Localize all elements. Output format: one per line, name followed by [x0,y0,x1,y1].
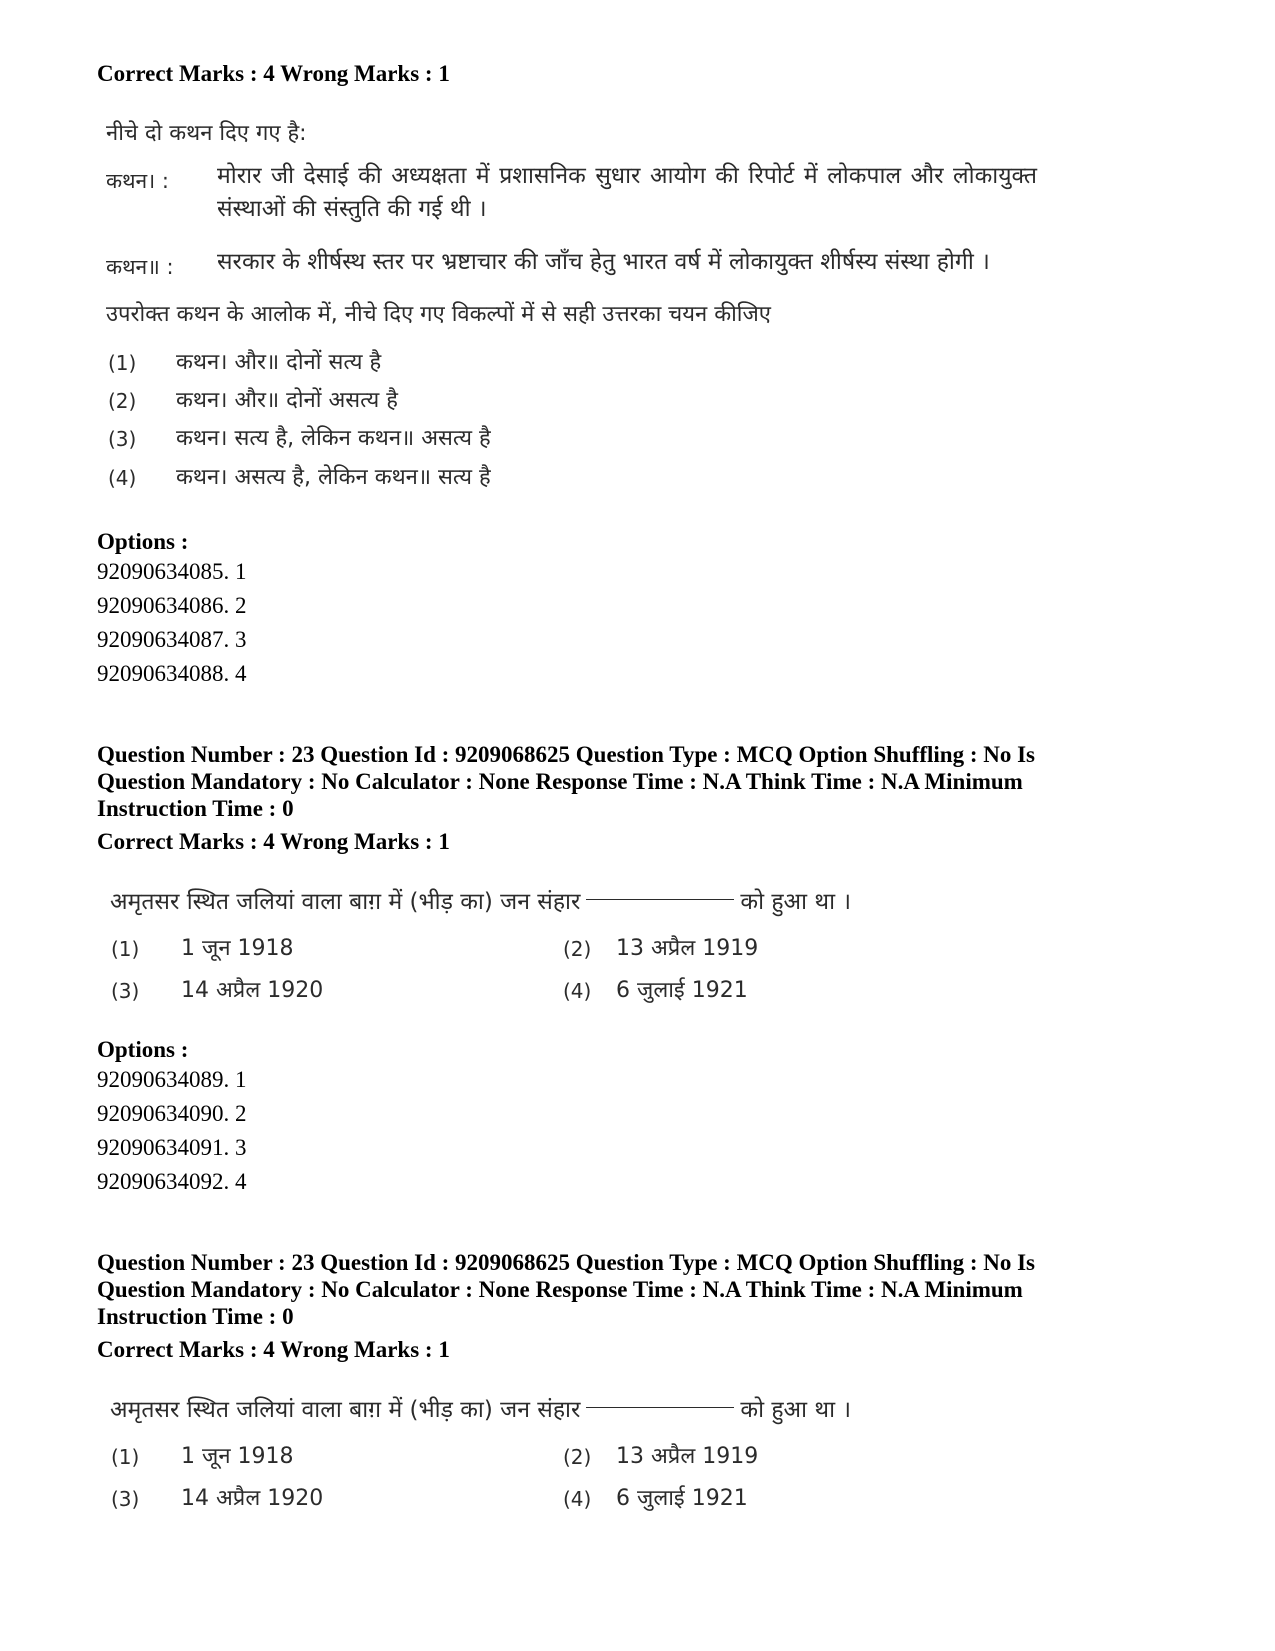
choice-text: कथन। और॥ दोनों सत्य है [176,350,382,375]
statement-2-label: कथन॥ : [106,255,174,279]
question-intro: नीचे दो कथन दिए गए है: [106,121,307,146]
question-text [110,1392,851,1424]
choice-number: (3) [108,427,137,451]
choice-text: 13 अप्रैल 1919 [616,1444,759,1469]
option-item: 92090634091. 3 [97,1135,247,1160]
option-item: 92090634089. 1 [97,1067,247,1092]
question-text-before: अमृतसर स्थित जलियां वाला बाग़ में (भीड़ का) जन संहार [110,889,581,915]
marks-line: Correct Marks : 4 Wrong Marks : 1 [97,829,450,854]
marks-line: Correct Marks : 4 Wrong Marks : 1 [97,61,450,86]
question-text-after: को हुआ था । [740,889,852,915]
choice-text: 6 जुलाई 1921 [616,978,748,1003]
options-list [97,555,247,691]
choice-number: (1) [111,1445,140,1469]
statement-1-label: कथन। : [106,169,169,193]
statement-1-text: मोरार जी देसाई की अध्यक्षता में प्रशासनिक सुधार आयोग की रिपोर्ट में लोकपाल और लोकायुक्त संस्थाओं की संस्तुति की गई थी । [217,163,1037,222]
answer-blank [586,1407,734,1408]
choice-text: कथन। सत्य है, लेकिन कथन॥ असत्य है [176,426,491,451]
choice-number: (2) [563,1445,592,1469]
choice-number: (4) [108,466,137,490]
question-header-line-2: Question Mandatory : No Calculator : None Response Time : N.A Think Time : N.A Minimum [97,769,1023,794]
choice-number: (3) [111,1487,140,1511]
option-item: 92090634087. 3 [97,627,247,652]
choice-number: (4) [563,979,592,1003]
answer-blank [586,899,734,900]
choice-text: 1 जून 1918 [181,936,294,961]
question-header-line-2: Question Mandatory : No Calculator : None Response Time : N.A Think Time : N.A Minimum [97,1277,1023,1302]
choice-number: (4) [563,1487,592,1511]
question-header-line-1: Question Number : 23 Question Id : 9209068625 Question Type : MCQ Option Shuffling : No Is [97,1250,1036,1275]
options-heading: Options : [97,1037,189,1062]
question-text [110,884,851,916]
option-item: 92090634085. 1 [97,559,247,584]
choice-text: कथन। और॥ दोनों असत्य है [176,388,398,413]
choice-text: 14 अप्रैल 1920 [181,1486,324,1511]
option-item: 92090634086. 2 [97,593,247,618]
question-header-line-3: Instruction Time : 0 [97,796,294,821]
choice-number: (2) [108,389,137,413]
choice-number: (1) [111,937,140,961]
option-item: 92090634088. 4 [97,661,247,686]
choice-text: 6 जुलाई 1921 [616,1486,748,1511]
option-item: 92090634092. 4 [97,1169,247,1194]
question-header-line-3: Instruction Time : 0 [97,1304,294,1329]
option-item: 92090634090. 2 [97,1101,247,1126]
choice-text: 13 अप्रैल 1919 [616,936,759,961]
marks-line: Correct Marks : 4 Wrong Marks : 1 [97,1337,450,1362]
choice-number: (2) [563,937,592,961]
options-list [97,1063,247,1199]
question-text-before: अमृतसर स्थित जलियां वाला बाग़ में (भीड़ का) जन संहार [110,1397,581,1423]
question-header-line-1: Question Number : 23 Question Id : 9209068625 Question Type : MCQ Option Shuffling : No Is [97,742,1036,767]
question-prompt: उपरोक्त कथन के आलोक में, नीचे दिए गए विकल्पों में से सही उत्तरका चयन कीजिए [106,302,771,327]
choice-number: (1) [108,351,137,375]
choice-text: कथन। असत्य है, लेकिन कथन॥ सत्य है [176,465,491,490]
statement-2-text: सरकार के शीर्षस्थ स्तर पर भ्रष्टाचार की जाँच हेतु भारत वर्ष में लोकायुक्त शीर्षस्य संस्था होगी । [217,249,990,275]
choice-text: 14 अप्रैल 1920 [181,978,324,1003]
question-text-after: को हुआ था । [740,1397,852,1423]
options-heading: Options : [97,529,189,554]
choice-text: 1 जून 1918 [181,1444,294,1469]
choice-number: (3) [111,979,140,1003]
